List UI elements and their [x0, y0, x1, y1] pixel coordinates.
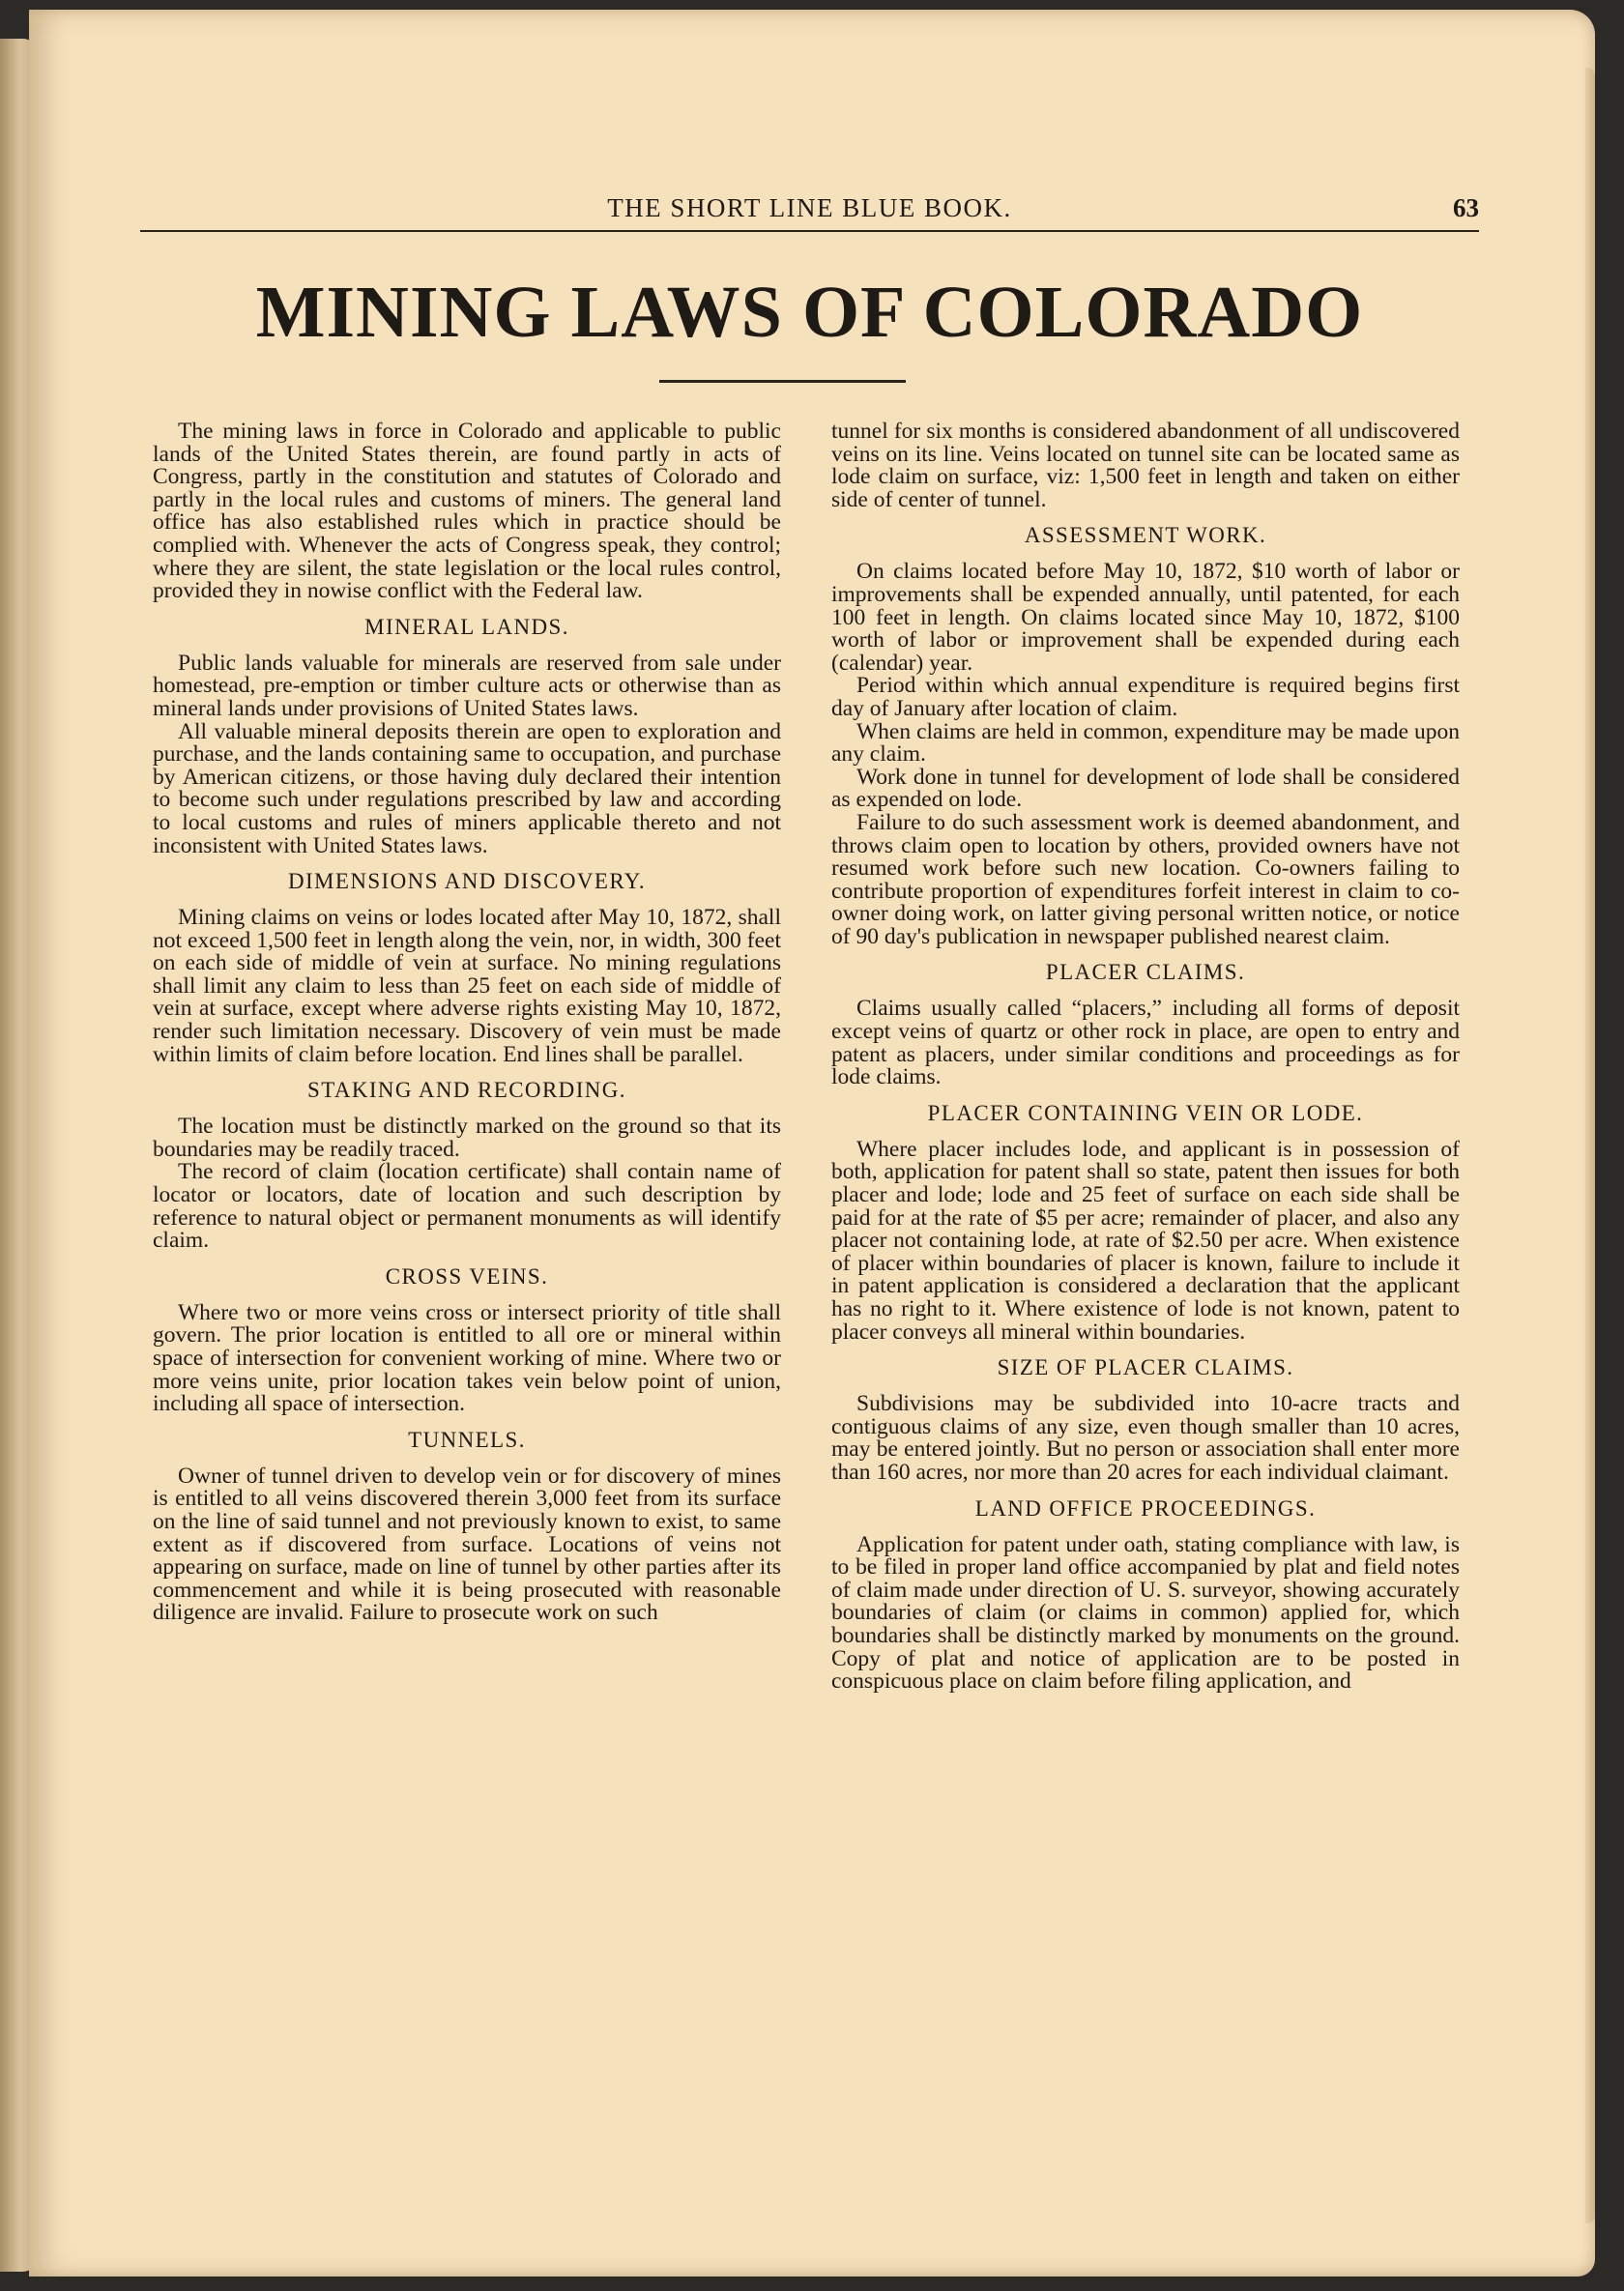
paragraph: Subdivisions may be subdivided into 10-acre tracts and contiguous claims of any size, even though smaller than 10 acres, may be entered jointly. But no person or association shall enter more than 160 acres, nor more than 20 acres for each individual claimant.: [831, 1391, 1460, 1485]
section-heading-size-of-placer: SIZE OF PLACER CLAIMS.: [997, 1355, 1294, 1380]
right-column: [831, 420, 1460, 1694]
left-column: [153, 420, 781, 1625]
paragraph: Period within which annual expenditure is required begins first day of January after location of claim.: [831, 673, 1460, 721]
intro-paragraph: The mining laws in force in Colorado and applicable to public lands of the United States therein, are found partly in acts of Congress, partly in the constitution and statutes of Colorado and partly in the local rules and customs of miners. The general land office has also established rules which in practice should be complied with. Whenever the acts of Congress speak, they control; where they are silent, the state legislation or the local rules control, provided they in nowise conflict with the Federal law.: [153, 419, 781, 604]
paragraph: The location must be distinctly marked on the ground so that its boundaries may be readily traced.: [153, 1114, 781, 1162]
book-page: [29, 10, 1595, 2276]
section-heading-land-office: LAND OFFICE PROCEEDINGS.: [974, 1495, 1317, 1521]
paragraph-continued: tunnel for six months is considered abandonment of all undiscovered veins on its line. Veins located on tunnel site can be located same as lode claim on surface, viz: 1,500 feet in length and taken on either side of center of tunnel.: [831, 419, 1460, 512]
paragraph: Owner of tunnel driven to develop vein or for discovery of mines is entitled to all veins discovered therein 3,000 feet from its surface on the line of said tunnel and not previously known to exist, to same extent as if discovered from surface. Locations of veins not appearing on surface, made on line of tunnel by other parties after its commencement and while it is being prosecuted with reasonable diligence are invalid. Failure to prosecute work on such: [153, 1463, 781, 1626]
page-title: MINING LAWS OF COLORADO: [255, 272, 1364, 353]
paragraph: The record of claim (location certificate) shall contain name of locator or locators, date of location and such description by reference to natural object or permanent monuments as will identify claim.: [153, 1159, 781, 1254]
paragraph: Where two or more veins cross or intersect priority of title shall govern. The prior location is entitled to all ore or mineral within space of intersection for convenient working of mine. Where two or more veins unite, prior location takes vein below point of union, including all space of intersection.: [153, 1299, 781, 1417]
page-edge: [1585, 68, 1595, 2223]
section-heading-staking: STAKING AND RECORDING.: [307, 1078, 626, 1103]
section-heading-placer-vein: PLACER CONTAINING VEIN OR LODE.: [927, 1100, 1364, 1125]
running-header: [140, 191, 1479, 232]
paragraph: When claims are held in common, expenditure may be made upon any claim.: [831, 718, 1460, 768]
paragraph: Application for patent under oath, stating compliance with law, is to be filed in proper land office accompanied by plat and field notes of claim made under direction of U. S. surveyor, showing accurately boundaries of claim (or claims in common) applied for, which boundaries shall be distinctly marked by monuments on the ground. Copy of plat and notice of application are to be posted in conspicuous place on claim before filing application, and: [831, 1531, 1460, 1695]
paragraph: Mining claims on veins or lodes located after May 10, 1872, shall not exceed 1,500 feet in length along the vein, nor, in width, 300 feet on each side of middle of vein at surface. No mining regulations shall limit any claim to less than 25 feet on each side of middle of vein at surface, except where adverse rights existing May 10, 1872, render such limitation necessary. Discovery of vein must be made within limits of claim before location. End lines shall be parallel.: [153, 905, 781, 1067]
section-heading-cross-veins: CROSS VEINS.: [385, 1263, 549, 1289]
section-heading-tunnels: TUNNELS.: [408, 1427, 526, 1452]
paragraph: Where placer includes lode, and applicant is in possession of both, application for patent shall so state, patent then issues for both placer and lode; lode and 25 feet of surface on each side shall be paid for at the rate of $5 per acre; remainder of placer, and also any placer not containing lode, at rate of $2.50 per acre. When existence of placer within boundaries of placer is known, failure to include it in patent application is considered a declaration that the applicant has no right to it. Where existence of lode is not known, patent to placer conveys all mineral within boundaries.: [831, 1136, 1460, 1345]
paragraph: Public lands valuable for minerals are reserved from sale under homestead, pre-emption or timber culture acts or otherwise than as mineral lands under provisions of United States laws.: [153, 650, 781, 721]
paragraph: Failure to do such assessment work is deemed abandonment, and throws claim open to location by others, provided owners have not resumed work before such new location. Co-owners failing to contribute proportion of expenditures forfeit interest in claim to co-owner doing work, on latter giving personal written notice, or notice of 90 day's publication in newspaper published nearest claim.: [831, 809, 1460, 949]
paragraph: Claims usually called “placers,” including all forms of deposit except veins of quartz or other rock in place, are open to entry and patent as placers, under similar conditions and proceedings as for lode claims.: [831, 996, 1460, 1090]
paragraph: All valuable mineral deposits therein are open to exploration and purchase, and the lands containing same to occupation, and purchase by American citizens, or those having duly declared their intention to become such under regulations prescribed by law and according to local customs and rules of miners applicable thereto and not inconsistent with United States laws.: [153, 718, 781, 858]
running-title: THE SHORT LINE BLUE BOOK.: [607, 193, 1012, 222]
paragraph: On claims located before May 10, 1872, $10 worth of labor or improvements shall be expended annually, until patented, for each 100 feet in length. On claims located since May 10, 1872, $100 worth of labor or improvement shall be expended during each (calendar) year.: [831, 559, 1460, 676]
paragraph: Work done in tunnel for development of lode shall be considered as expended on lode.: [831, 764, 1460, 813]
section-heading-mineral-lands: MINERAL LANDS.: [364, 614, 569, 639]
section-heading-assessment: ASSESSMENT WORK.: [1024, 523, 1267, 548]
title-divider: [659, 380, 906, 383]
page-number: 63: [1453, 193, 1479, 222]
section-heading-dimensions: DIMENSIONS AND DISCOVERY.: [287, 869, 647, 894]
section-heading-placer-claims: PLACER CLAIMS.: [1045, 960, 1246, 985]
